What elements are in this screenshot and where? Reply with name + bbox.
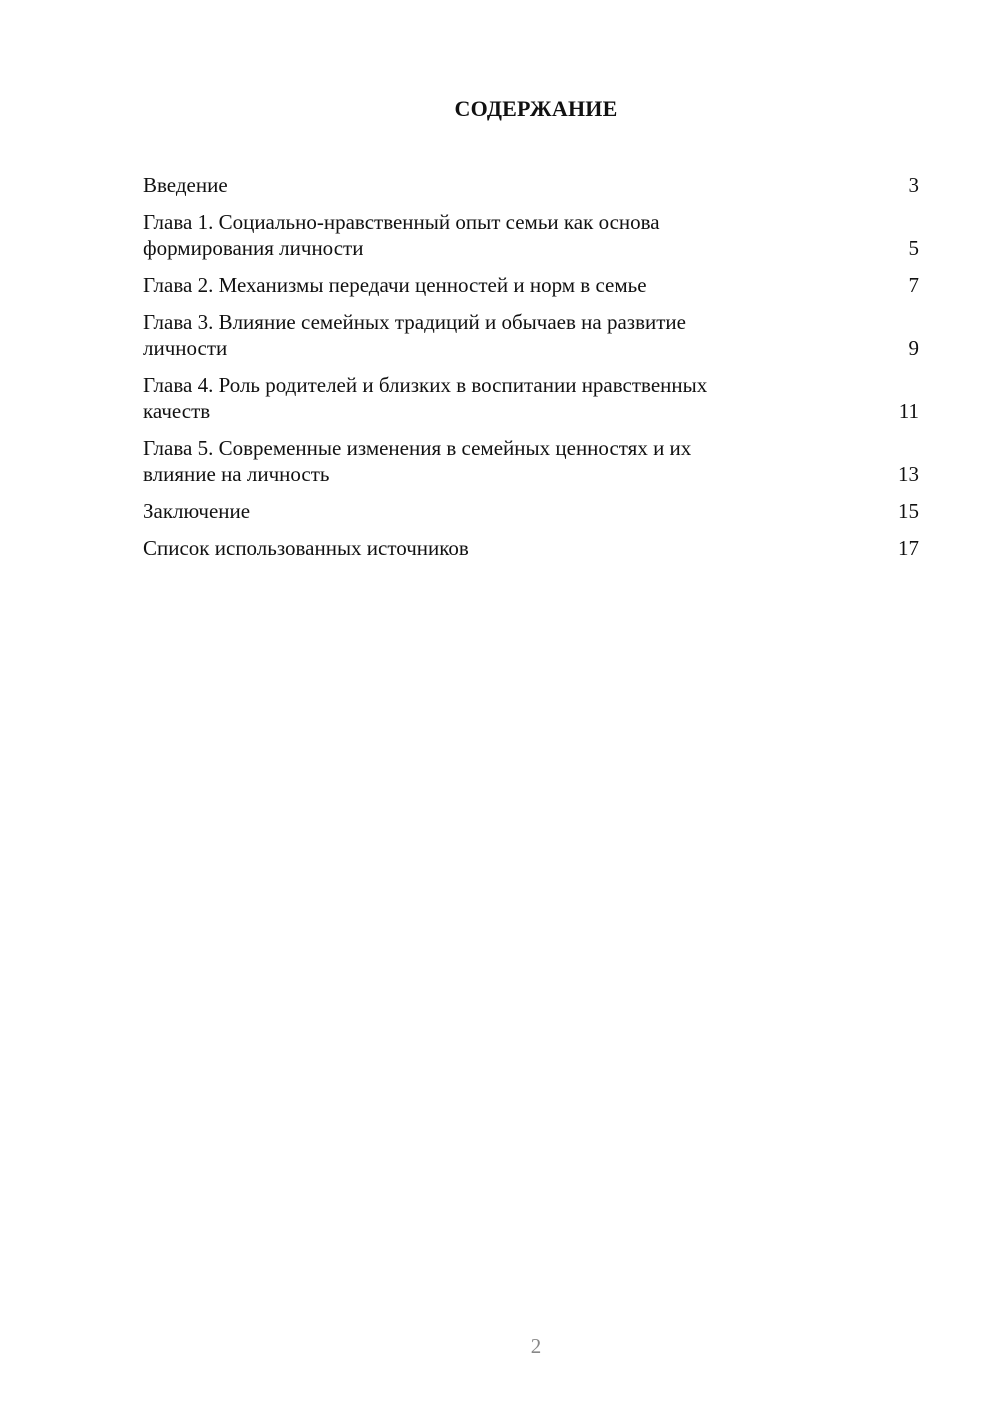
- toc-entry[interactable]: [143, 172, 919, 198]
- toc-entry[interactable]: [143, 209, 919, 261]
- toc-entry[interactable]: [143, 435, 919, 487]
- toc-entry[interactable]: [143, 309, 919, 361]
- toc-entry-page: 7: [908, 273, 919, 297]
- toc-entry-title: Список использованных источников: [143, 536, 469, 560]
- toc-entry-title: Заключение: [143, 499, 251, 523]
- toc-entry[interactable]: [143, 498, 919, 524]
- toc-entry[interactable]: [143, 272, 919, 298]
- toc-entry-page: 15: [898, 499, 919, 523]
- table-of-contents: [143, 172, 919, 572]
- toc-entry-page: 13: [898, 462, 919, 486]
- toc-entry[interactable]: [143, 535, 919, 561]
- toc-entry-page: 11: [898, 399, 919, 423]
- toc-entry-title: Глава 4. Роль родителей и близких в воспитании нравственных качеств: [143, 373, 708, 423]
- page-title: СОДЕРЖАНИЕ: [454, 96, 618, 121]
- toc-entry-page: 3: [908, 173, 919, 197]
- toc-entry-page: 5: [908, 236, 919, 260]
- toc-entry-title: Глава 1. Социально-нравственный опыт семьи как основа формирования личности: [143, 210, 660, 260]
- toc-entry-title: Введение: [143, 173, 228, 197]
- toc-entry-title: Глава 5. Современные изменения в семейных ценностях и их влияние на личность: [143, 436, 692, 486]
- page-number: 2: [530, 1334, 542, 1358]
- toc-entry-page: 9: [908, 336, 919, 360]
- toc-entry-title: Глава 3. Влияние семейных традиций и обычаев на развитие личности: [143, 310, 686, 360]
- toc-entry[interactable]: [143, 372, 919, 424]
- toc-entry-title: Глава 2. Механизмы передачи ценностей и норм в семье: [143, 273, 647, 297]
- toc-entry-page: 17: [898, 536, 919, 560]
